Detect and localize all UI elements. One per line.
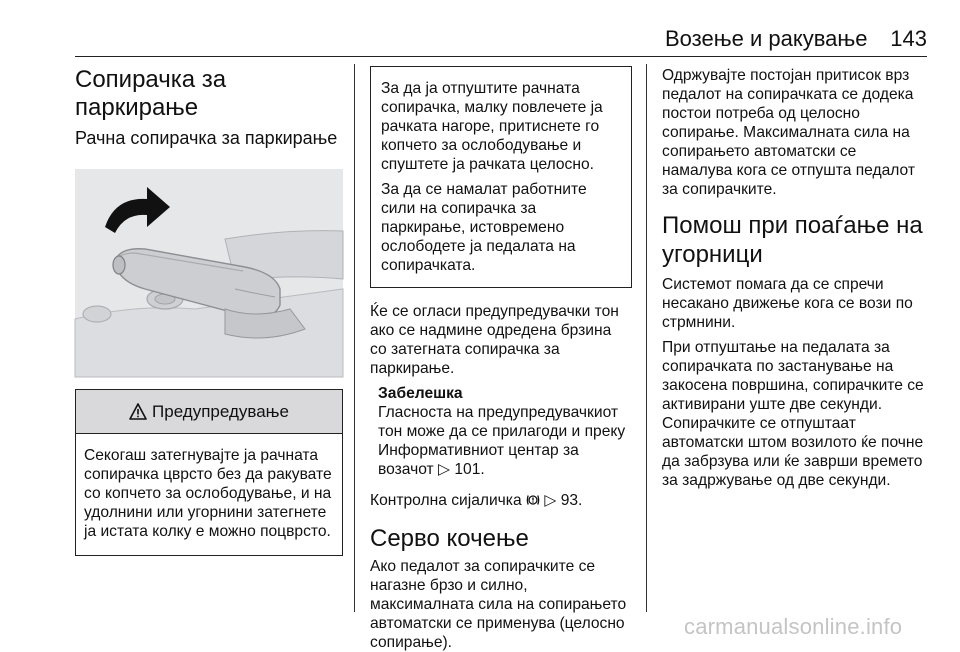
page-header [75, 24, 927, 57]
warning-triangle-icon [129, 403, 147, 420]
header-rule [75, 56, 927, 57]
note-block [378, 384, 632, 479]
column-2 [370, 66, 632, 652]
servo-braking-heading: Серво кочење [370, 525, 529, 552]
column-3 [662, 66, 928, 490]
page-ref-icon: ▷ [544, 492, 557, 509]
column-1 [75, 66, 343, 556]
hand-brake-drawing [75, 169, 343, 377]
note-text: Гласноста на предупредувачкиот тон може да се прилагоди и преку Информативниот центар за возачот ▷ 101. [378, 404, 626, 478]
servo-braking-text: Ако педалот за сопирачките се нагазне брзо и силно, максималната сила на сопирањето автоматски се применува (целосно сопирање). [370, 558, 627, 651]
warning-tone-text: Ќе се огласи предупредувачки тон ако се надмине одредена брзина со затегната сопирачка за паркирање. [370, 303, 619, 377]
hill-assist-intro: Системот помага да се спречи несакано движење кога се вози по стрмнини. [662, 276, 913, 331]
watermark: carmanualsonline.info [684, 614, 903, 639]
section-title: Возење и ракување [665, 26, 868, 51]
warning-header [76, 390, 342, 434]
warning-box [75, 389, 343, 556]
release-text: За да ја отпуштите рачната сопирачка, малку повлечете ја рачката нагоре, притиснете го копчето за ослободување и спуштете ја рачката целосно. [381, 80, 603, 173]
indicator-lamp-text: Контролна сијаличка ▷ 93. [370, 492, 583, 509]
column-divider-1 [354, 64, 355, 612]
hill-start-assist-heading: Помош при поаѓање на угорници [662, 212, 923, 268]
column-divider-2 [646, 64, 647, 612]
hand-brake-illustration [75, 169, 343, 377]
warning-text: Секогаш затегнувајте ја рачната сопирачка цврсто без да ракувате со копчето за ослободување, и на удолнини или угорнини затегнете ја истата колку е можно поцврсто. [84, 447, 332, 540]
page-ref-icon: ▷ [438, 461, 451, 478]
constant-pressure-text: Одржувајте постојан притисок врз педалот на сопирачката се додека постои потреба од целосно сопирање. Максималната сила на сопирањето автоматски се намалува кога се отпушта педалот за сопирачките. [662, 67, 915, 198]
reduce-force-text: За да се намалат работните сили на сопирачка за паркирање, истовремено ослободете ја педалата на сопирачката. [381, 181, 587, 274]
brake-lamp-icon [526, 492, 540, 509]
warning-heading: Предупредување [152, 402, 289, 421]
hand-brake-subtitle: Рачна сопирачка за паркирање [75, 128, 338, 148]
note-title: Забелешка [378, 385, 463, 402]
parking-brake-title: Сопирачка за паркирање [75, 66, 227, 121]
page-number: 143 [890, 26, 927, 51]
hill-assist-detail: При отпуштање на педалата за сопирачката по застанување на закосена површина, сопирачките се активирани уште две секунди. Сопирачките се отпуштаат автоматски штом возилото ќе почне да забрзува или ќе заврши времето за задржување од две секунди. [662, 339, 924, 489]
release-instructions-box [370, 66, 632, 288]
